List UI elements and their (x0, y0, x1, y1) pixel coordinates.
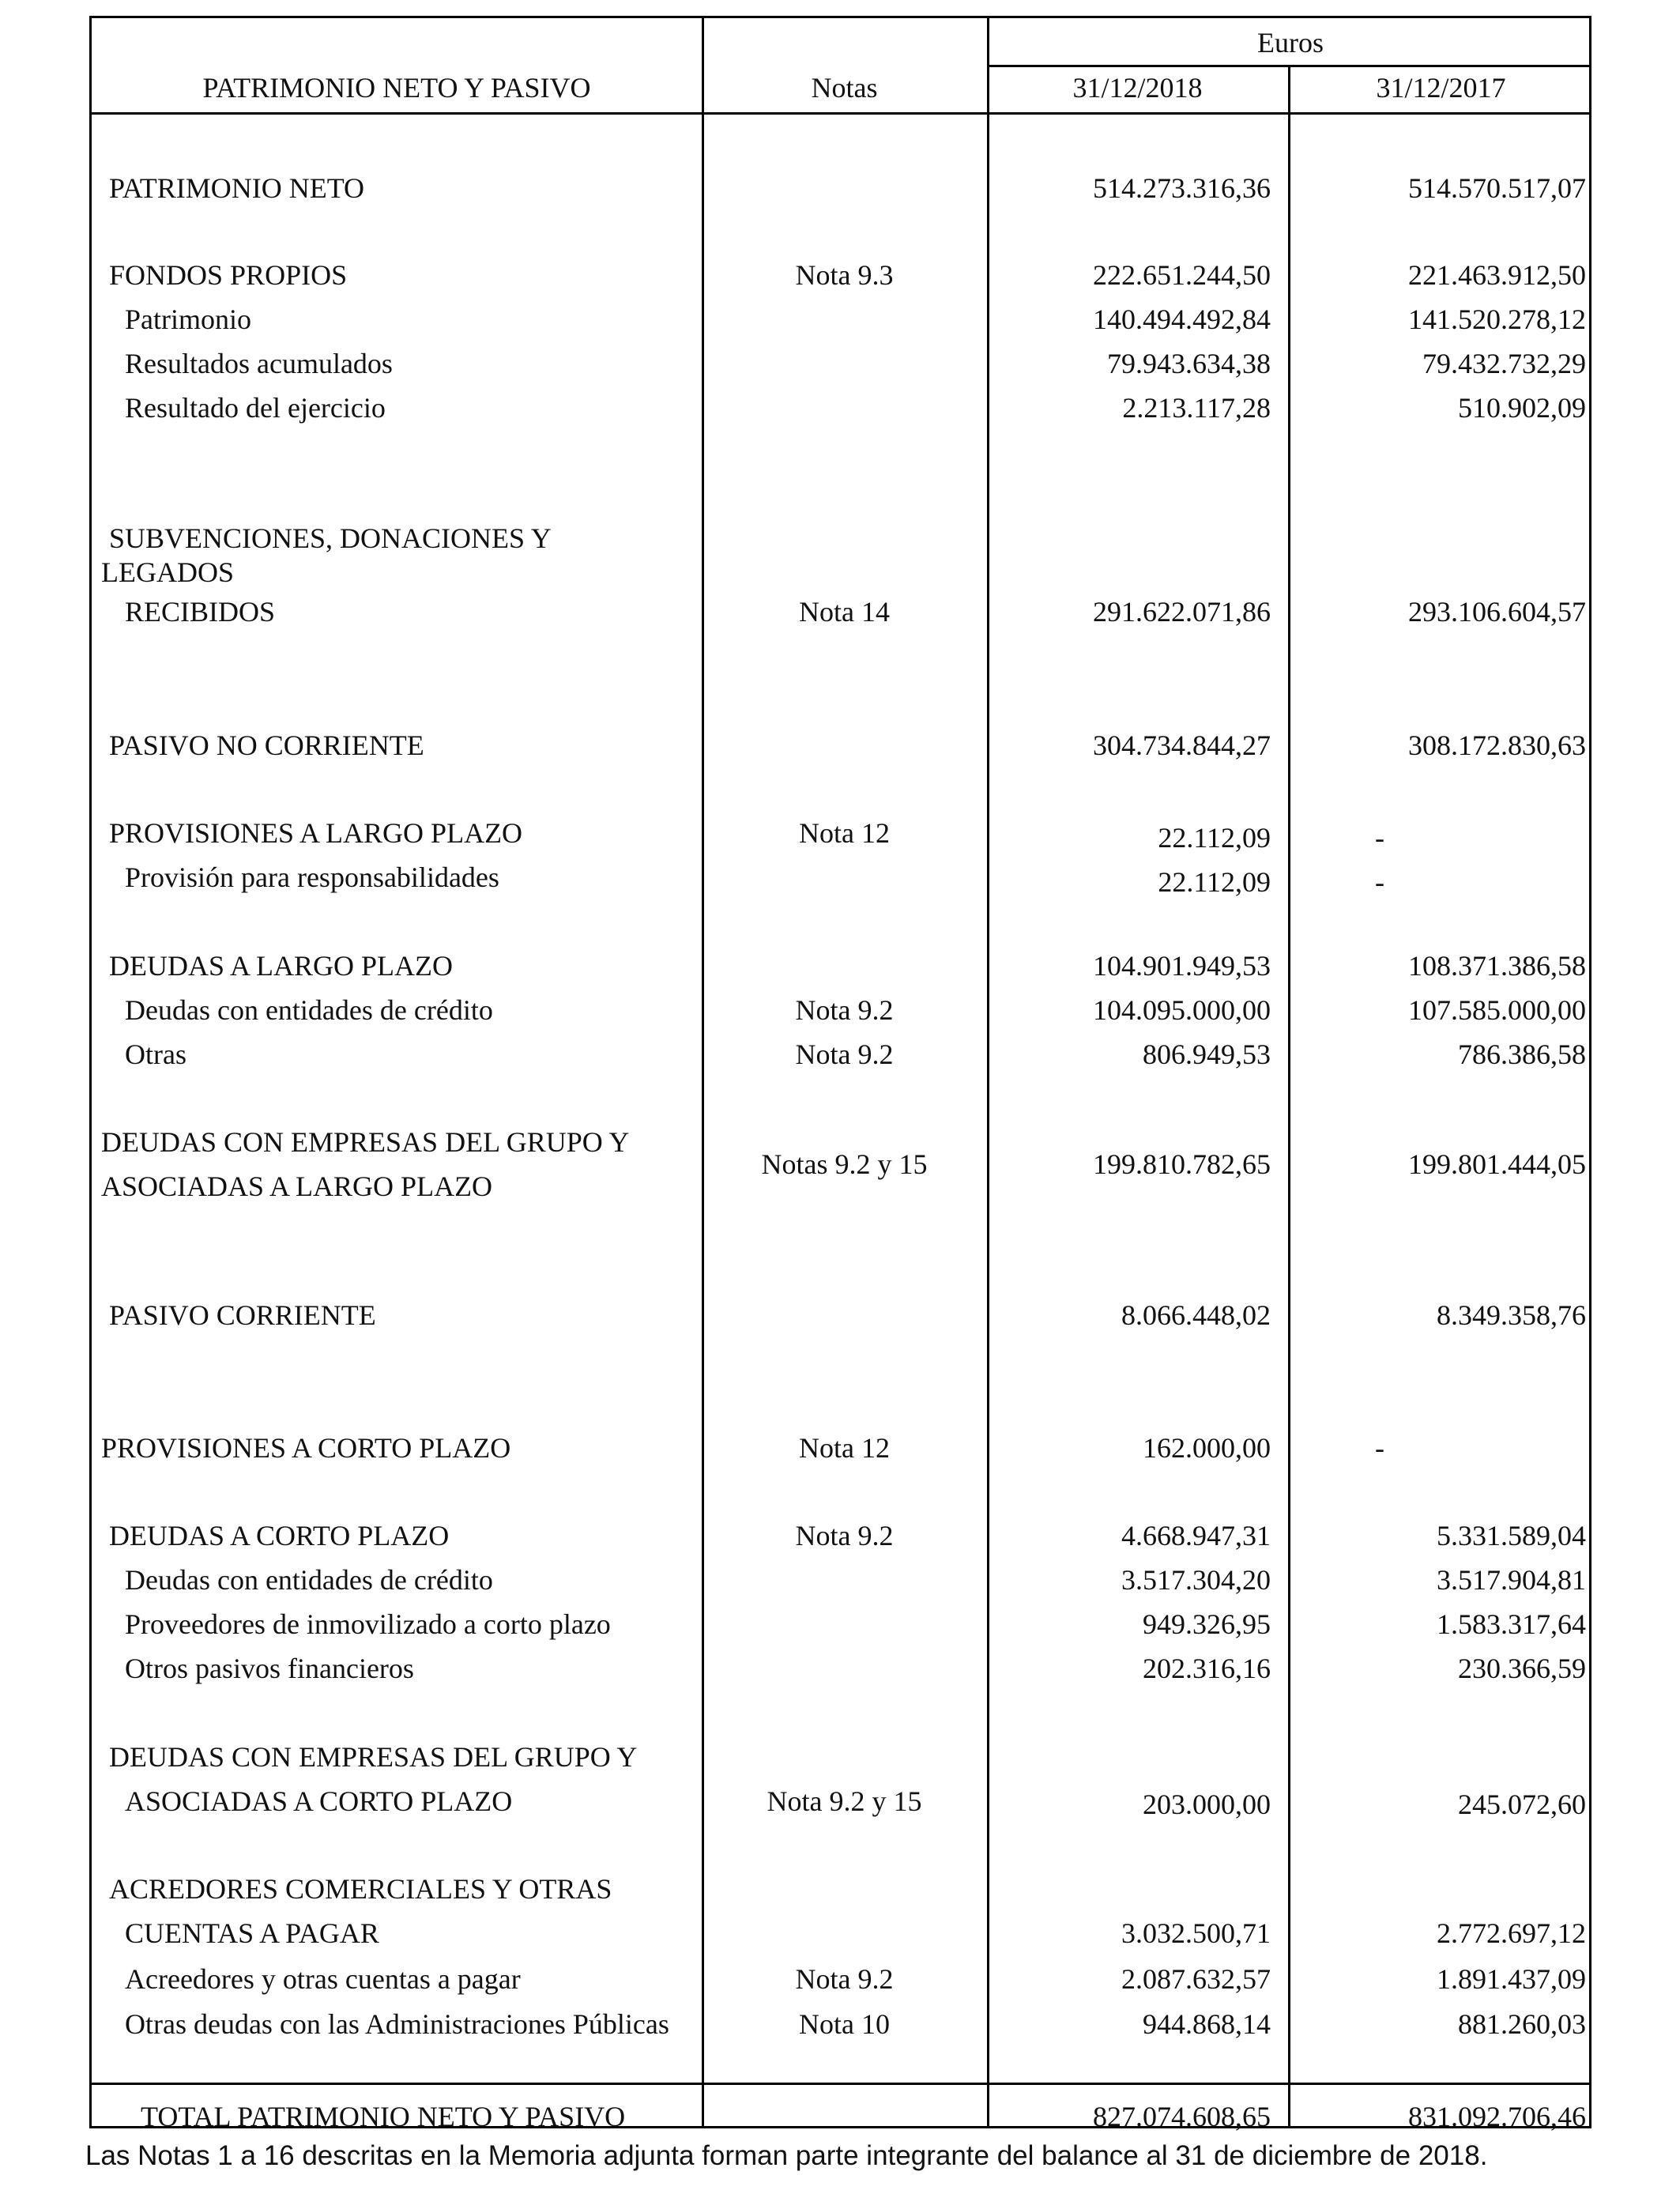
row-label: PROVISIONES A LARGO PLAZO (109, 817, 523, 849)
row-value-2018: 949.326,95 (1143, 1608, 1271, 1640)
row-value-2018: 199.810.782,65 (1093, 1148, 1271, 1180)
row-label: Otros pasivos financieros (125, 1653, 414, 1684)
row-value-2017: 230.366,59 (1458, 1653, 1586, 1684)
row-value-2017: 199.801.444,05 (1408, 1148, 1586, 1180)
row-value-2018: 203.000,00 (1143, 1789, 1271, 1820)
total-2017: 831.092.706,46 (1408, 2101, 1586, 2132)
row-value-2017: 8.349.358,76 (1437, 1299, 1586, 1331)
row-value-2018: 944.868,14 (1143, 2008, 1271, 2040)
row-note: Nota 12 (799, 1432, 890, 1464)
footnote: Las Notas 1 a 16 descritas en la Memoria adjunta forman parte integrante del balance al 31 de diciembre de 2018. (85, 2140, 1488, 2171)
row-value-2017: 514.570.517,07 (1408, 172, 1586, 204)
row-value-2017: 221.463.912,50 (1408, 259, 1586, 291)
row-label: CUENTAS A PAGAR (125, 1917, 379, 1949)
row-value-2017: 510.902,09 (1458, 392, 1586, 424)
row-value-2018: 514.273.316,36 (1093, 172, 1271, 204)
row-label: PASIVO CORRIENTE (109, 1299, 376, 1331)
row-label: DEUDAS CON EMPRESAS DEL GRUPO Y (109, 1741, 638, 1773)
row-label: Deudas con entidades de crédito (125, 994, 493, 1026)
row-label: DEUDAS A CORTO PLAZO (109, 1520, 450, 1551)
total-2018: 827.074.608,65 (1093, 2101, 1271, 2132)
row-note: Nota 14 (799, 596, 890, 628)
row-note: Notas 9.2 y 15 (761, 1148, 928, 1180)
row-value-2018: 104.901.949,53 (1093, 950, 1271, 982)
row-value-2017: - (1375, 866, 1384, 898)
row-value-2017: 1.583.317,64 (1437, 1608, 1586, 1640)
row-value-2017: 141.520.278,12 (1408, 303, 1586, 335)
header-notes: Notas (811, 72, 878, 104)
balance-sheet-table (89, 16, 1591, 2132)
row-label: Deudas con entidades de crédito (125, 1564, 493, 1596)
header-year-2018: 31/12/2018 (1072, 72, 1203, 104)
row-value-2018: 8.066.448,02 (1121, 1299, 1271, 1331)
row-label: FONDOS PROPIOS (109, 259, 348, 291)
row-value-2017: - (1375, 1432, 1384, 1464)
row-value-2018: 202.316,16 (1143, 1653, 1271, 1684)
row-label: Resultados acumulados (125, 348, 393, 379)
row-value-2017: 786.386,58 (1458, 1039, 1586, 1070)
header-bottom-rule (92, 112, 1589, 115)
row-value-2017: 5.331.589,04 (1437, 1520, 1586, 1551)
row-value-2018: 291.622.071,86 (1093, 596, 1271, 628)
row-value-2018: 3.517.304,20 (1121, 1564, 1271, 1596)
row-label: Resultado del ejercicio (125, 392, 386, 424)
header-currency: Euros (1257, 27, 1324, 58)
row-note: Nota 12 (799, 817, 890, 849)
row-value-2017: 2.772.697,12 (1437, 1917, 1586, 1949)
row-label: Provisión para responsabilidades (125, 861, 499, 893)
row-label: RECIBIDOS (125, 596, 276, 628)
row-label: LEGADOS (101, 556, 234, 588)
row-note: Nota 9.2 (795, 1520, 894, 1551)
total-top-rule (92, 2083, 1589, 2085)
row-label: Otras (125, 1039, 186, 1070)
row-value-2018: 222.651.244,50 (1093, 259, 1271, 291)
row-value-2017: 245.072,60 (1458, 1789, 1586, 1820)
row-label: ACREDORES COMERCIALES Y OTRAS (109, 1873, 612, 1905)
header-subrule (987, 65, 1589, 67)
row-value-2017: 107.585.000,00 (1408, 994, 1586, 1026)
row-value-2017: 293.106.604,57 (1408, 596, 1586, 628)
row-note: Nota 9.2 (795, 1039, 894, 1070)
row-value-2018: 162.000,00 (1143, 1432, 1271, 1464)
row-value-2018: 3.032.500,71 (1121, 1917, 1271, 1949)
row-label: DEUDAS CON EMPRESAS DEL GRUPO Y (101, 1126, 630, 1158)
row-label: SUBVENCIONES, DONACIONES Y (109, 522, 552, 554)
row-value-2017: 308.172.830,63 (1408, 729, 1586, 761)
row-value-2018: 304.734.844,27 (1093, 729, 1271, 761)
row-value-2018: 4.668.947,31 (1121, 1520, 1271, 1551)
row-note: Nota 10 (799, 2008, 890, 2040)
row-label: PROVISIONES A CORTO PLAZO (101, 1432, 511, 1464)
row-note: Nota 9.2 (795, 1963, 894, 1995)
header-section-title: PATRIMONIO NETO Y PASIVO (202, 72, 591, 104)
total-label: TOTAL PATRIMONIO NETO Y PASIVO (141, 2101, 626, 2132)
row-label: PATRIMONIO NETO (109, 172, 365, 204)
row-label: DEUDAS A LARGO PLAZO (109, 950, 454, 982)
row-value-2017: 1.891.437,09 (1437, 1963, 1586, 1995)
row-value-2018: 22.112,09 (1158, 822, 1271, 854)
row-label: Proveedores de inmovilizado a corto plazo (125, 1608, 611, 1640)
row-value-2018: 2.213.117,28 (1122, 392, 1271, 424)
row-value-2017: - (1375, 822, 1384, 854)
row-value-2018: 806.949,53 (1143, 1039, 1271, 1070)
row-value-2018: 2.087.632,57 (1121, 1963, 1271, 1995)
row-value-2018: 22.112,09 (1158, 866, 1271, 898)
row-note: Nota 9.2 (795, 994, 894, 1026)
row-note: Nota 9.2 y 15 (767, 1785, 922, 1817)
row-label: Otras deudas con las Administraciones Públicas (125, 2008, 669, 2040)
row-label: PASIVO NO CORRIENTE (109, 729, 424, 761)
row-label: Patrimonio (125, 303, 251, 335)
row-value-2018: 140.494.492,84 (1093, 303, 1271, 335)
row-value-2017: 3.517.904,81 (1437, 1564, 1586, 1596)
row-value-2017: 108.371.386,58 (1408, 950, 1586, 982)
header-year-2017: 31/12/2017 (1376, 72, 1506, 104)
row-note: Nota 9.3 (795, 259, 894, 291)
row-label: Acreedores y otras cuentas a pagar (125, 1963, 521, 1995)
row-value-2018: 79.943.634,38 (1107, 348, 1271, 379)
row-value-2018: 104.095.000,00 (1093, 994, 1271, 1026)
row-value-2017: 881.260,03 (1458, 2008, 1586, 2040)
row-label: ASOCIADAS A LARGO PLAZO (101, 1171, 493, 1202)
row-label: ASOCIADAS A CORTO PLAZO (125, 1785, 513, 1817)
row-value-2017: 79.432.732,29 (1422, 348, 1586, 379)
